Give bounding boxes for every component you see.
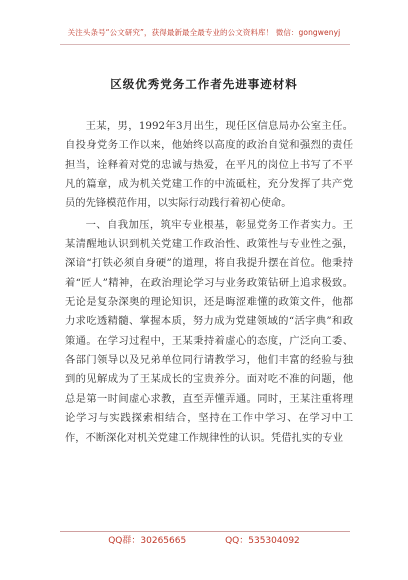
paragraph-intro: 王某，男，1992年3月出生，现任区信息局办公室主任。自投身党务工作以来，他始终以高度的政治自觉和强烈的责任担当，诠释着对党的忠诚与热爱，在平凡的岗位上书写了不平凡的篇章，成为机关党建工作的中流砥柱，充分发挥了共产党员的先锋模范作用，以实际行动践行着初心使命。 bbox=[65, 120, 353, 210]
document-body bbox=[65, 117, 353, 448]
footer bbox=[0, 533, 408, 546]
document-title: 区级优秀党务工作者先进事迹材料 bbox=[110, 77, 298, 91]
footer-divider bbox=[60, 531, 350, 532]
header-note: 关注头条号“公文研究”，获得最新最全最专业的公文资料库！ 微信：gongwenyj bbox=[67, 28, 341, 37]
footer-qq-contact: QQ：535304092 bbox=[225, 536, 300, 546]
footer-qq-group: QQ群：30265665 bbox=[108, 536, 187, 546]
header-divider bbox=[60, 44, 350, 45]
paragraph-section-one: 一、自我加压，筑牢专业根基，彰显党务工作者实力。王某清醒地认识到机关党建工作政治性、政策性与专业性之强，深谙“打铁必须自身硬”的道理，将自我提升摆在首位。他秉持着“匠人”精神，在政治理论学习与业务政策钻研上追求极致。无论是复杂深奥的理论知识，还是晦涩难懂的政策文件，他都力求吃透精髓、掌握本质，努力成为党建领域的“活字典”和政策通。在学习过程中，王某秉持着虚心的态度，广泛向工委、各部门领导以及兄弟单位同行请教学习，他们丰富的经验与独到的见解成为了王某成长的宝贵养分。面对吃不准的问题，他总是第一时间虚心求教，直至弄懂弄通。同时，王某注重将理论学习与实践探索相结合，坚持在工作中学习、在学习中工作，不断深化对机关党建工作规律性的认识。凭借扎实的专业 bbox=[65, 218, 353, 444]
